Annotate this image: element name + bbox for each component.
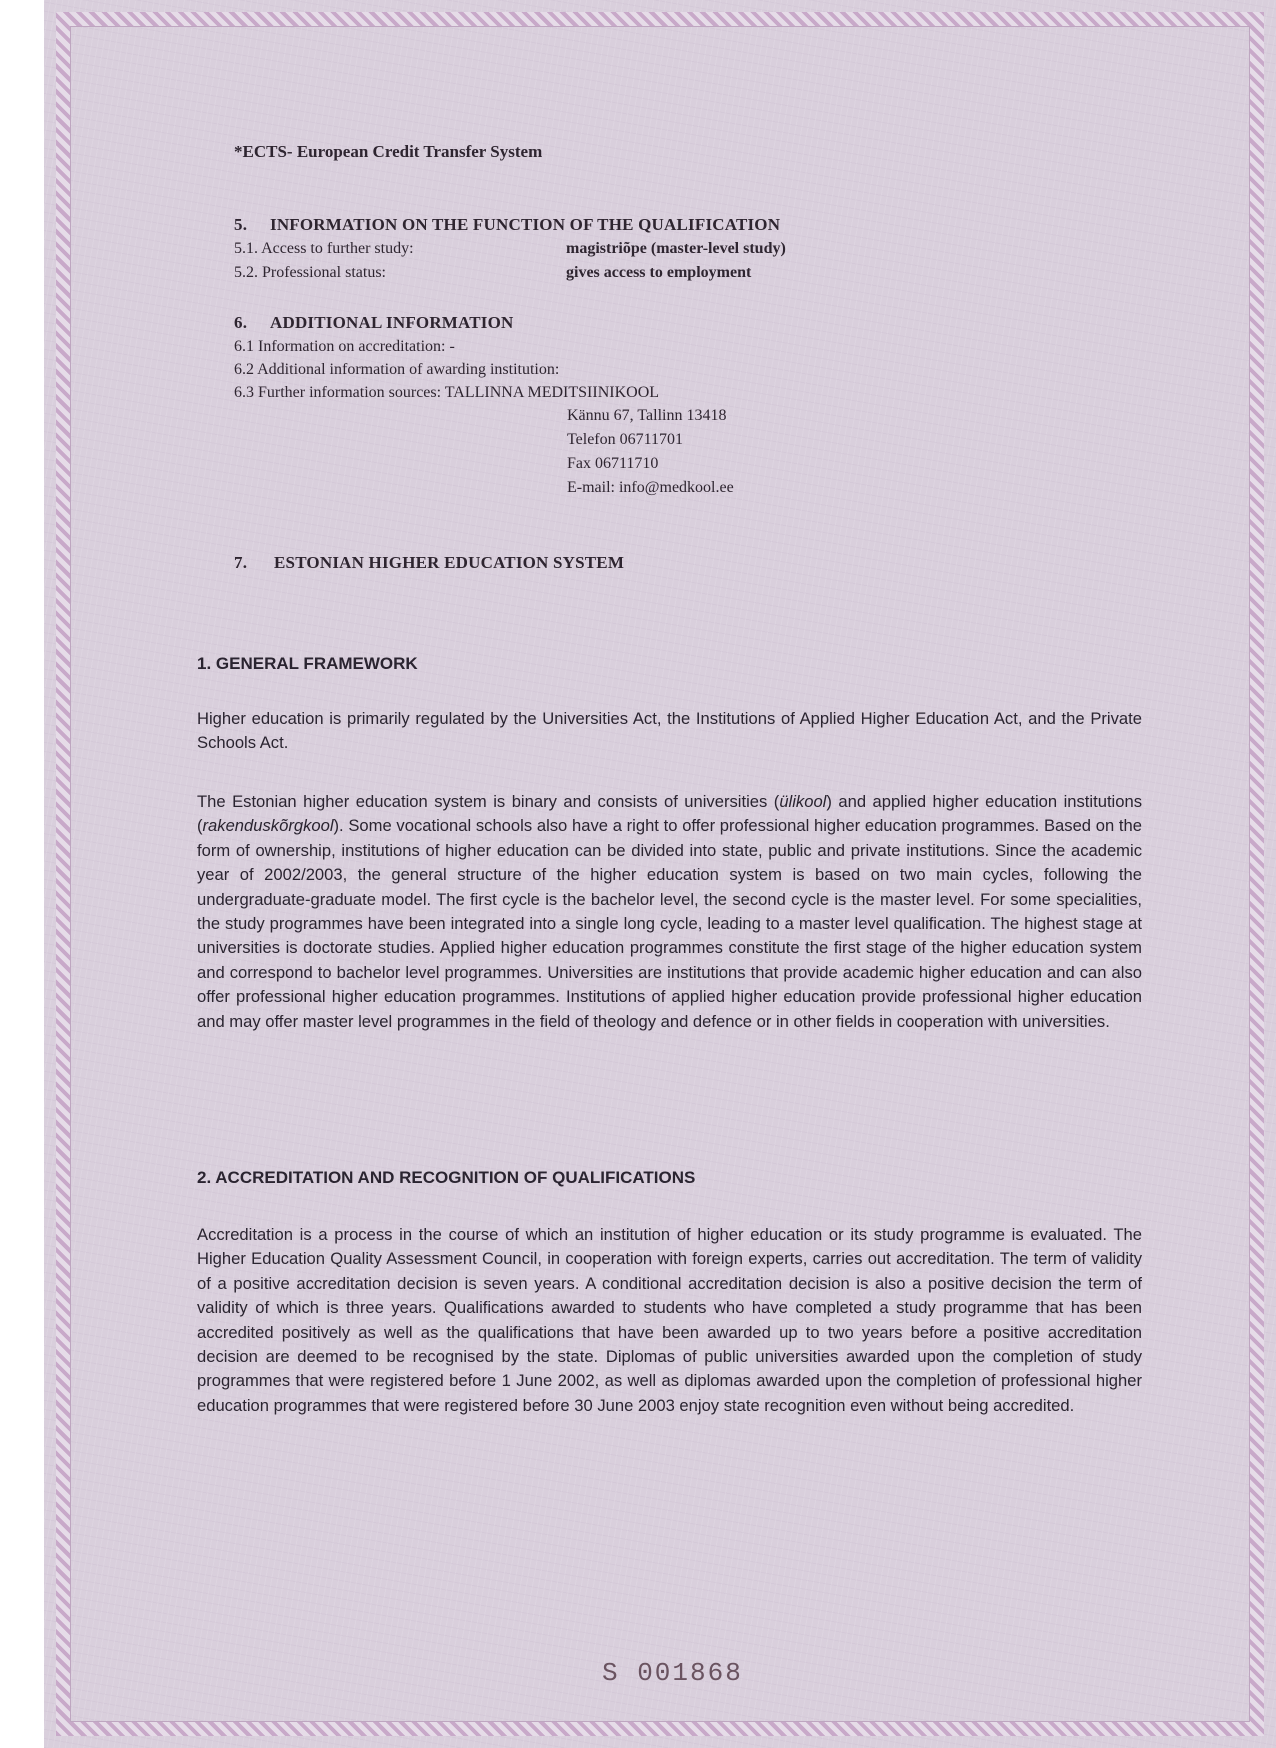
further-study-value: magistriõpe (master-level study) [566, 240, 786, 257]
address-line: Kännu 67, Tallinn 13418 [567, 407, 727, 424]
fax-line: Fax 06711710 [567, 455, 659, 472]
para2-text-c: ). Some vocational schools also have a right to offer professional higher education programmes. Based on the form of ownership, institutions of higher education can be divided into state, public and private institutions. Since the academic year of 2002/2003, the general structure of the higher education system is based on two main cycles, following the undergraduate-graduate model. The first cycle is the bachelor level, the second cycle is the master level. For some specialities, the study programmes have been integrated into a single long cycle, leading to a master level qualification. The highest stage at universities is doctorate studies. Applied higher education programmes constitute the first stage of the higher education system and correspond to bachelor level programmes. Universities are institutions that provide academic higher education and can also offer professional higher education programmes. Institutions of applied higher education provide professional higher education and may offer master level programmes in the field of theology and defence or in other fields in cooperation with universities. [197, 816, 1142, 1031]
term-rakenduskorgkool: rakenduskõrgkool [202, 816, 334, 836]
section-7-heading [234, 553, 624, 573]
professional-status-label: 5.2. Professional status: [234, 264, 386, 281]
section-5-heading [234, 215, 780, 235]
section-5-title: INFORMATION ON THE FUNCTION OF THE QUALIFICATION [270, 215, 781, 234]
para2-text-a: The Estonian higher education system is binary and consists of universities ( [197, 792, 780, 811]
accreditation-info: 6.1 Information on accreditation: - [234, 338, 455, 355]
section-5-number: 5. [234, 215, 248, 234]
serial-number: S 001868 [602, 1658, 743, 1688]
further-study-label: 5.1. Access to further study: [234, 240, 414, 257]
section-6-number: 6. [234, 313, 248, 332]
email-line: E-mail: info@medkool.ee [567, 479, 734, 496]
general-framework-para-1: Higher education is primarily regulated by the Universities Act, the Institutions of Applied Higher Education Act, and the Private Schools Act. [197, 709, 1142, 753]
general-framework-heading: 1. GENERAL FRAMEWORK [197, 654, 418, 673]
row-professional-status [234, 264, 751, 282]
section-6-title: ADDITIONAL INFORMATION [270, 313, 514, 332]
term-ulikool: ülikool [779, 792, 827, 811]
accreditation-heading: 2. ACCREDITATION AND RECOGNITION OF QUALIFICATIONS [197, 1168, 696, 1187]
general-framework-para-2 [197, 790, 1142, 1034]
ects-footnote: *ECTS- European Credit Transfer System [234, 142, 543, 161]
document-page [44, 0, 1276, 1748]
section-7-number: 7. [234, 553, 248, 572]
info-sources: 6.3 Further information sources: TALLINNA MEDITSIINIKOOL [234, 384, 660, 401]
para2-text-b: ) and applied higher education institutions ( [197, 792, 1142, 836]
section-7-title: ESTONIAN HIGHER EDUCATION SYSTEM [274, 553, 625, 572]
section-6-heading [234, 313, 514, 333]
professional-status-value: gives access to employment [566, 264, 752, 281]
accreditation-para: Accreditation is a process in the course of which an institution of higher education or its study programme is evaluated. The Higher Education Quality Assessment Council, in cooperation with foreign experts, carries out accreditation. The term of validity of a positive accreditation decision is seven years. A conditional accreditation decision is also a positive decision the term of validity of which is three years. Qualifications awarded to students who have completed a study programme that has been accredited positively as well as the qualifications that have been awarded up to two years before a positive accreditation decision are deemed to be recognised by the state. Diplomas of public universities awarded upon the completion of study programmes that were registered before 1 June 2002, as well as diplomas awarded upon the completion of professional higher education programmes that were registered before 30 June 2003 enjoy state recognition even without being accredited. [197, 1225, 1142, 1415]
scanner-edge [0, 0, 44, 1748]
awarding-info: 6.2 Additional information of awarding institution: [234, 361, 560, 378]
phone-line: Telefon 06711701 [567, 431, 684, 448]
row-further-study [234, 240, 786, 258]
